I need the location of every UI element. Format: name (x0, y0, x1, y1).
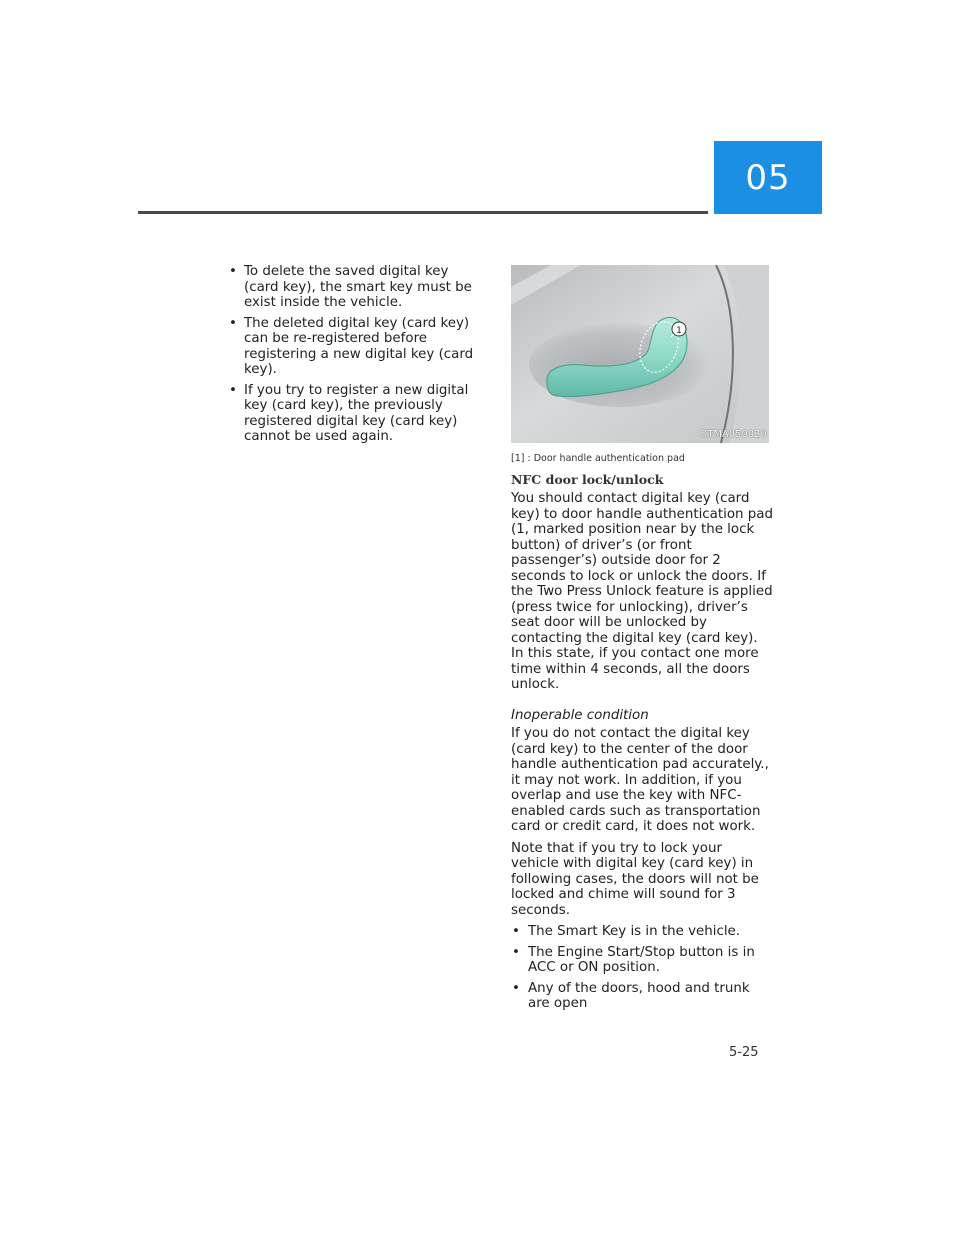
chapter-tab (714, 141, 822, 214)
subheading: Inoperable condition (511, 707, 649, 723)
list-item: • The Engine Start/Stop button is in ACC or ON position. (511, 945, 773, 976)
header-rule (138, 211, 708, 214)
list-item: • Any of the doors, hood and trunk are open (511, 981, 773, 1012)
callout-number: 1 (676, 326, 682, 336)
figure-caption: [1] : Door handle authentication pad (511, 453, 685, 464)
page-number: 5-25 (729, 1045, 759, 1060)
chapter-number: 05 (745, 157, 791, 198)
list-item: • If you try to register a new digital key (card key), the previously registered digital key (card key) cannot be used again. (228, 383, 480, 445)
left-column (228, 264, 480, 450)
section-heading: NFC door lock/unlock (511, 472, 664, 487)
figure-code: OTMA050020 (699, 428, 767, 440)
right-column (511, 265, 773, 1017)
note-text: Note that if you try to lock your vehicle with digital key (card key) in following cases, the doors will not be locked and chime will sound for 3 seconds. (511, 840, 759, 918)
list-item: • To delete the saved digital key (card key), the smart key must be exist inside the vehicle. (228, 264, 480, 311)
list-item: • The Smart Key is in the vehicle. (511, 924, 773, 940)
door-handle-figure (511, 265, 769, 443)
list-item: • The deleted digital key (card key) can be re-registered before registering a new digital key (card key). (228, 316, 480, 378)
door-handle-illustration (511, 265, 769, 443)
condition-bullet-list (511, 924, 773, 1012)
left-bullet-list (228, 264, 480, 445)
inoperable-text: If you do not contact the digital key (card key) to the center of the door handle authentication pad accurately., it may not work. In addition, if you overlap and use the key with NFC-enabled cards such as transportation card or credit card, it does not work. (511, 726, 769, 834)
section-body: You should contact digital key (card key) to door handle authentication pad (1, marked position near by the lock button) of driver’s (or front passenger’s) outside door for 2 seconds to lock or unlock the doors. If the Two Press Unlock feature is applied (press twice for unlocking), driver’s seat door will be unlocked by contacting the digital key (card key). In this state, if you contact one more time within 4 seconds, all the doors unlock. (511, 491, 773, 692)
